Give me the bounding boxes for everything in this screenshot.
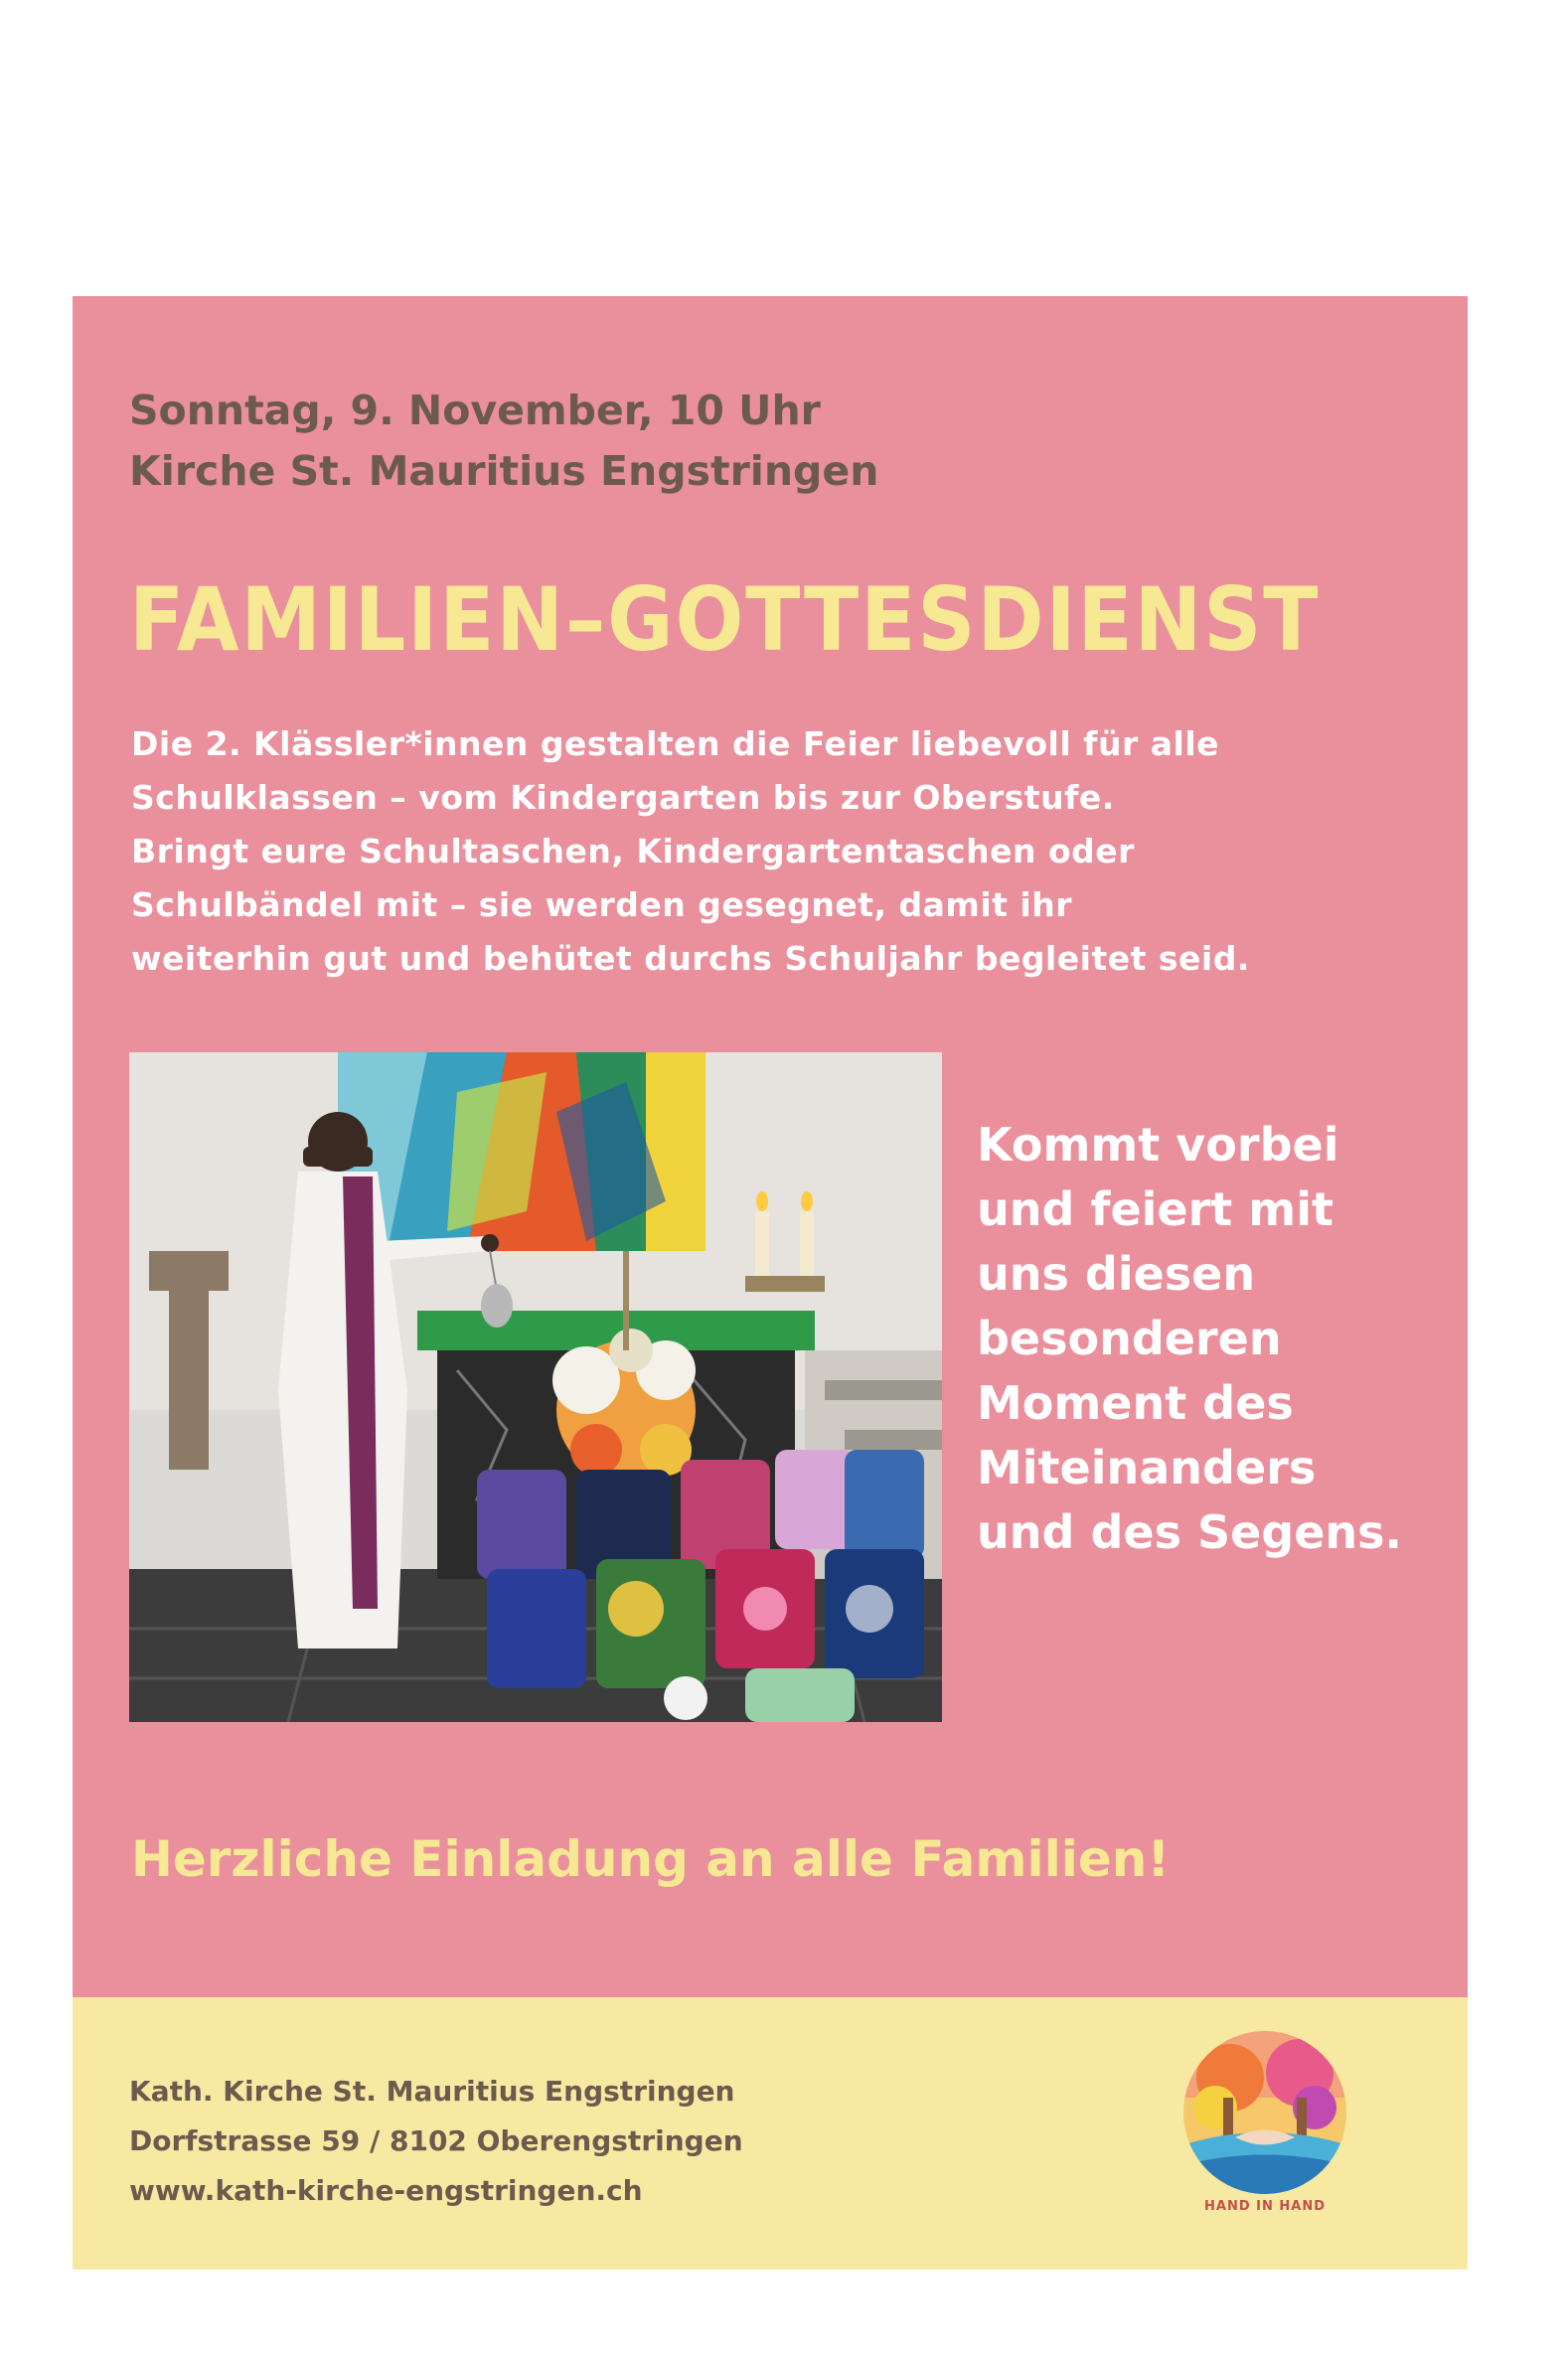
description-line: weiterhin gut und behütet durchs Schuljahr begleitet seid. (131, 939, 1250, 978)
logo-text: HAND IN HAND (1204, 2199, 1326, 2214)
description-line: Bringt eure Schultaschen, Kindergartentaschen oder (131, 832, 1135, 870)
event-info (129, 381, 878, 502)
side-text-line: und des Segens. (977, 1505, 1403, 1559)
description-line: Schulklassen – vom Kindergarten bis zur Oberstufe. (131, 778, 1115, 817)
page-title: FAMILIEN–GOTTESDIENST (129, 568, 1321, 671)
event-location: Kirche St. Mauritius Engstringen (129, 447, 879, 495)
description-line: Die 2. Klässler*innen gestalten die Feier liebevoll für alle (131, 724, 1220, 763)
footer-website-link[interactable]: www.kath-kirche-engstringen.ch (129, 2174, 643, 2207)
footer-street: Dorfstrasse 59 / 8102 Oberengstringen (129, 2124, 743, 2157)
hand-in-hand-logo (1176, 2028, 1354, 2217)
description-line: Schulbändel mit – sie werden gesegnet, damit ihr (131, 885, 1072, 924)
invitation-text: Herzliche Einladung an alle Familien! (131, 1830, 1171, 1888)
footer-address (129, 2067, 743, 2216)
side-text (977, 1113, 1402, 1565)
church-photo-illustration (129, 1052, 942, 1722)
side-text-line: Kommt vorbei (977, 1118, 1339, 1172)
event-date: Sonntag, 9. November, 10 Uhr (129, 387, 821, 434)
footer-org: Kath. Kirche St. Mauritius Engstringen (129, 2075, 735, 2108)
church-photo (129, 1052, 942, 1722)
side-text-line: Miteinanders (977, 1441, 1317, 1494)
logo-graphic (1176, 2028, 1354, 2217)
description (131, 717, 1453, 986)
side-text-line: Moment des (977, 1376, 1294, 1430)
side-text-line: besonderen (977, 1312, 1282, 1365)
side-text-line: und feiert mit (977, 1182, 1333, 1236)
side-text-line: uns diesen (977, 1247, 1256, 1301)
